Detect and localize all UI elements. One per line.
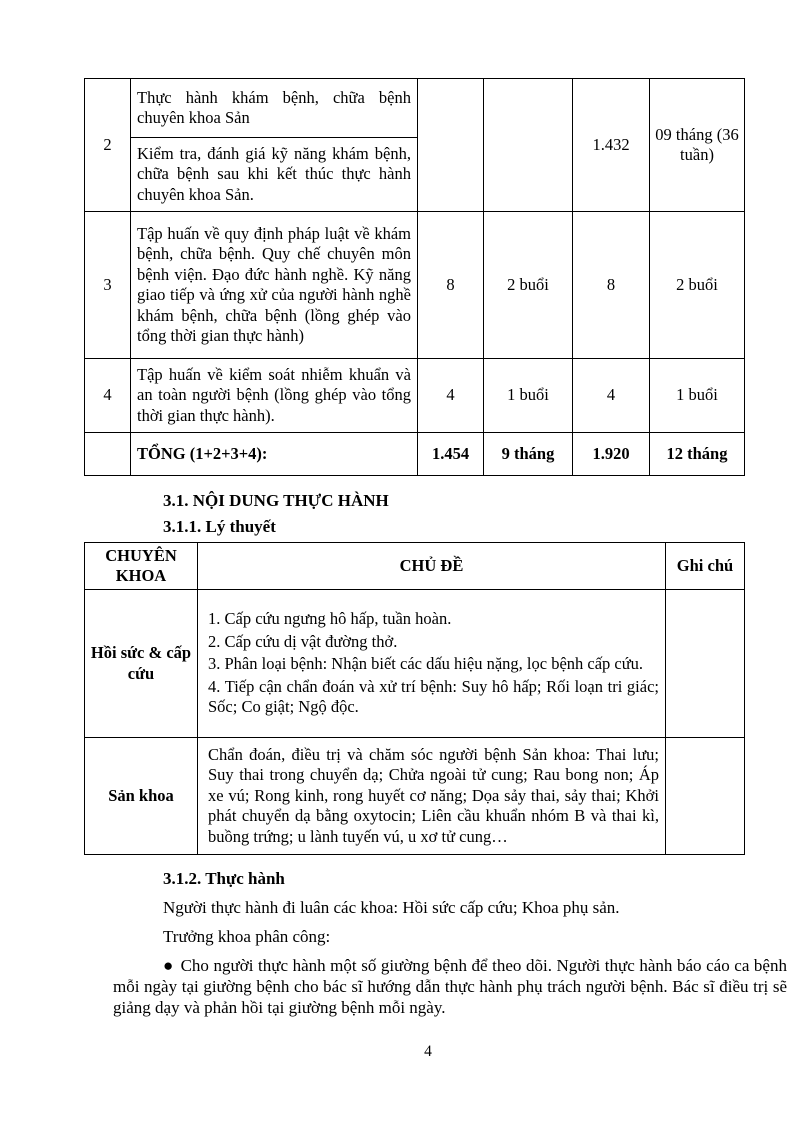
table-header-row — [85, 543, 745, 590]
paragraph: Người thực hành đi luân các khoa: Hồi sức cấp cứu; Khoa phụ sản. — [163, 898, 620, 917]
total-label-cell: TỔNG (1+2+3+4): — [131, 433, 418, 476]
row-number-cell — [85, 433, 131, 476]
total-hours-cell: 1.454 — [418, 433, 484, 476]
specialty-header-cell: CHUYÊN KHOA — [85, 543, 198, 590]
hours-cell: 8 — [418, 212, 484, 359]
table-row — [85, 79, 745, 138]
bullet-icon: ● — [163, 956, 174, 975]
hours-cell: 8 — [573, 212, 650, 359]
section-heading-3-1-2: 3.1.2. Thực hành — [163, 869, 285, 888]
hours-cell: 1.432 — [573, 79, 650, 212]
duration-cell: 2 buổi — [650, 212, 745, 359]
practice-schedule-table — [84, 78, 745, 476]
activity-cell: Tập huấn về quy định pháp luật về khám bệnh, chữa bệnh. Quy chế chuyên môn bệnh viện. Đạo đức hành nghề. Kỹ năng giao tiếp và ứng xử của người hành nghề khám bệnh, chữa bệnh (lồng ghép vào tổng thời gian thực hành) — [131, 212, 418, 359]
page-number: 4 — [424, 1043, 432, 1060]
section-heading-3-1: 3.1. NỘI DUNG THỰC HÀNH — [163, 491, 389, 510]
bullet-paragraph — [113, 955, 787, 1018]
activity-cell: Kiểm tra, đánh giá kỹ năng khám bệnh, chữa bệnh sau khi kết thúc thực hành chuyên khoa Sản. — [131, 138, 418, 212]
total-duration-cell: 9 tháng — [484, 433, 573, 476]
topic-header-cell: CHỦ ĐỀ — [198, 543, 666, 590]
activity-cell: Tập huấn về kiểm soát nhiễm khuẩn và an toàn người bệnh (lồng ghép vào tổng thời gian thực hành). — [131, 359, 418, 433]
total-hours-cell: 1.920 — [573, 433, 650, 476]
duration-cell — [484, 79, 573, 212]
row-number-cell: 4 — [85, 359, 131, 433]
table-row — [85, 359, 745, 433]
topic-item: 2. Cấp cứu dị vật đường thở. — [208, 631, 398, 651]
row-number-cell: 2 — [85, 79, 131, 212]
topics-cell — [198, 738, 666, 855]
theory-content-table — [84, 542, 745, 855]
topics-cell — [198, 590, 666, 738]
paragraph: Trưởng khoa phân công: — [163, 927, 331, 946]
duration-cell: 2 buổi — [484, 212, 573, 359]
hours-cell: 4 — [418, 359, 484, 433]
topic-item: 4. Tiếp cận chẩn đoán và xử trí bệnh: Suy hô hấp; Rối loạn tri giác; Sốc; Co giật; Ngộ độc. — [208, 676, 659, 717]
total-duration-cell: 12 tháng — [650, 433, 745, 476]
duration-cell: 1 buổi — [650, 359, 745, 433]
topic-item: 3. Phân loại bệnh: Nhận biết các dấu hiệu nặng, lọc bệnh cấp cứu. — [208, 654, 644, 674]
specialty-cell: Hồi sức & cấp cứu — [85, 590, 198, 738]
topic-item: 1. Cấp cứu ngưng hô hấp, tuần hoàn. — [208, 609, 452, 629]
table-row — [85, 212, 745, 359]
table-row — [85, 590, 745, 738]
topic-item: Chẩn đoán, điều trị và chăm sóc người bệnh Sản khoa: Thai lưu; Suy thai trong chuyển dạ; Chửa ngoài tử cung; Rau bong non; Áp xe vú; Rong kinh, rong huyết cơ năng; Dọa sảy thai, sảy thai; Khởi phát chuyển dạ bằng oxytocin; Liên cầu khuẩn nhóm B và thai kì, buồng trứng; u lành tuyến vú, u xơ tử cung… — [208, 744, 659, 846]
note-cell — [666, 738, 745, 855]
total-row — [85, 433, 745, 476]
duration-cell: 1 buổi — [484, 359, 573, 433]
section-heading-3-1-1: 3.1.1. Lý thuyết — [163, 517, 276, 536]
table-row — [85, 738, 745, 855]
duration-cell: 09 tháng (36 tuần) — [650, 79, 745, 212]
hours-cell: 4 — [573, 359, 650, 433]
specialty-cell: Sản khoa — [85, 738, 198, 855]
note-cell — [666, 590, 745, 738]
row-number-cell: 3 — [85, 212, 131, 359]
bullet-text: Cho người thực hành một số giường bệnh để theo dõi. Người thực hành báo cáo ca bệnh mỗi ngày tại giường bệnh cho bác sĩ hướng dẫn thực hành phụ trách người bệnh. Bác sĩ điều trị sẽ giảng dạy và phản hồi tại giường bệnh mỗi ngày. — [113, 956, 787, 1017]
hours-cell — [418, 79, 484, 212]
activity-cell: Thực hành khám bệnh, chữa bệnh chuyên khoa Sản — [131, 79, 418, 138]
note-header-cell: Ghi chú — [666, 543, 745, 590]
